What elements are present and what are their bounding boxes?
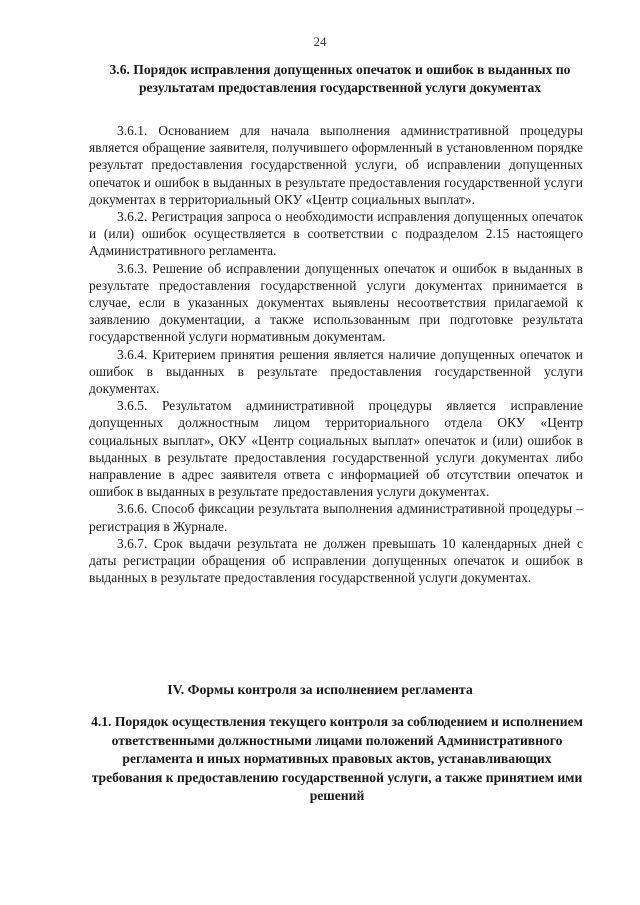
section-3-6-body [89, 122, 583, 586]
section-4-heading: IV. Формы контроля за исполнением регламента [167, 682, 473, 697]
paragraph-3-6-5: 3.6.5. Результатом административной процедуры является исправление допущенных должностным лицом территориального отдела ОКУ «Центр социальных выплат», ОКУ «Центр социальных выплат» опечаток и (или) ошибок в выданных в результате предоставления государственной услуги документах либо направление в адрес заявителя ответа с информацией об отсутствии опечаток и ошибок в выданных в результате предоставления услуги документах. [89, 398, 583, 500]
page-number: 24 [313, 34, 327, 49]
paragraph-3-6-3: 3.6.3. Решение об исправлении допущенных опечаток и ошибок в выданных в результате предоставления государственной услуги документах принимается в случае, если в указанных документах выявлены несоответствия прилагаемой к заявлению документации, а также использованным при подготовке результата государственной услуги нормативным документам. [89, 260, 583, 345]
paragraph-3-6-4: 3.6.4. Критерием принятия решения является наличие допущенных опечаток и ошибок в выданных в результате предоставления государственной услуги документах. [89, 346, 583, 397]
paragraph-3-6-7: 3.6.7. Срок выдачи результата не должен превышать 10 календарных дней с даты регистрации обращения об исправлении допущенных опечаток и ошибок в выданных в результате предоставления государственной услуги документах. [89, 535, 583, 586]
section-3-6-heading: 3.6. Порядок исправления допущенных опечаток и ошибок в выданных по результатам предоставления государственной услуги документах [109, 62, 571, 95]
paragraph-3-6-6: 3.6.6. Способ фиксации результата выполнения административной процедуры – регистрация в Журнале. [89, 501, 583, 534]
paragraph-3-6-2: 3.6.2. Регистрация запроса о необходимости исправления допущенных опечаток и (или) ошибок осуществляется в соответствии с подразделом 2.15 настоящего Административного регламента. [89, 209, 583, 259]
section-4-1-heading: 4.1. Порядок осуществления текущего контроля за соблюдением и исполнением ответственными должностными лицами положений Административного регламента и иных нормативных правовых актов, устанавливающих требования к предоставлению государственной услуги, а также принятием ими решений [91, 714, 583, 803]
paragraph-3-6-1: 3.6.1. Основанием для начала выполнения административной процедуры является обращение заявителя, получившего оформленный в установленном порядке результат предоставления государственной услуги, об исправлении допущенных опечаток и ошибок в выданных в результате предоставления государственной услуги документах в территориальный ОКУ «Центр социальных выплат». [89, 123, 583, 207]
